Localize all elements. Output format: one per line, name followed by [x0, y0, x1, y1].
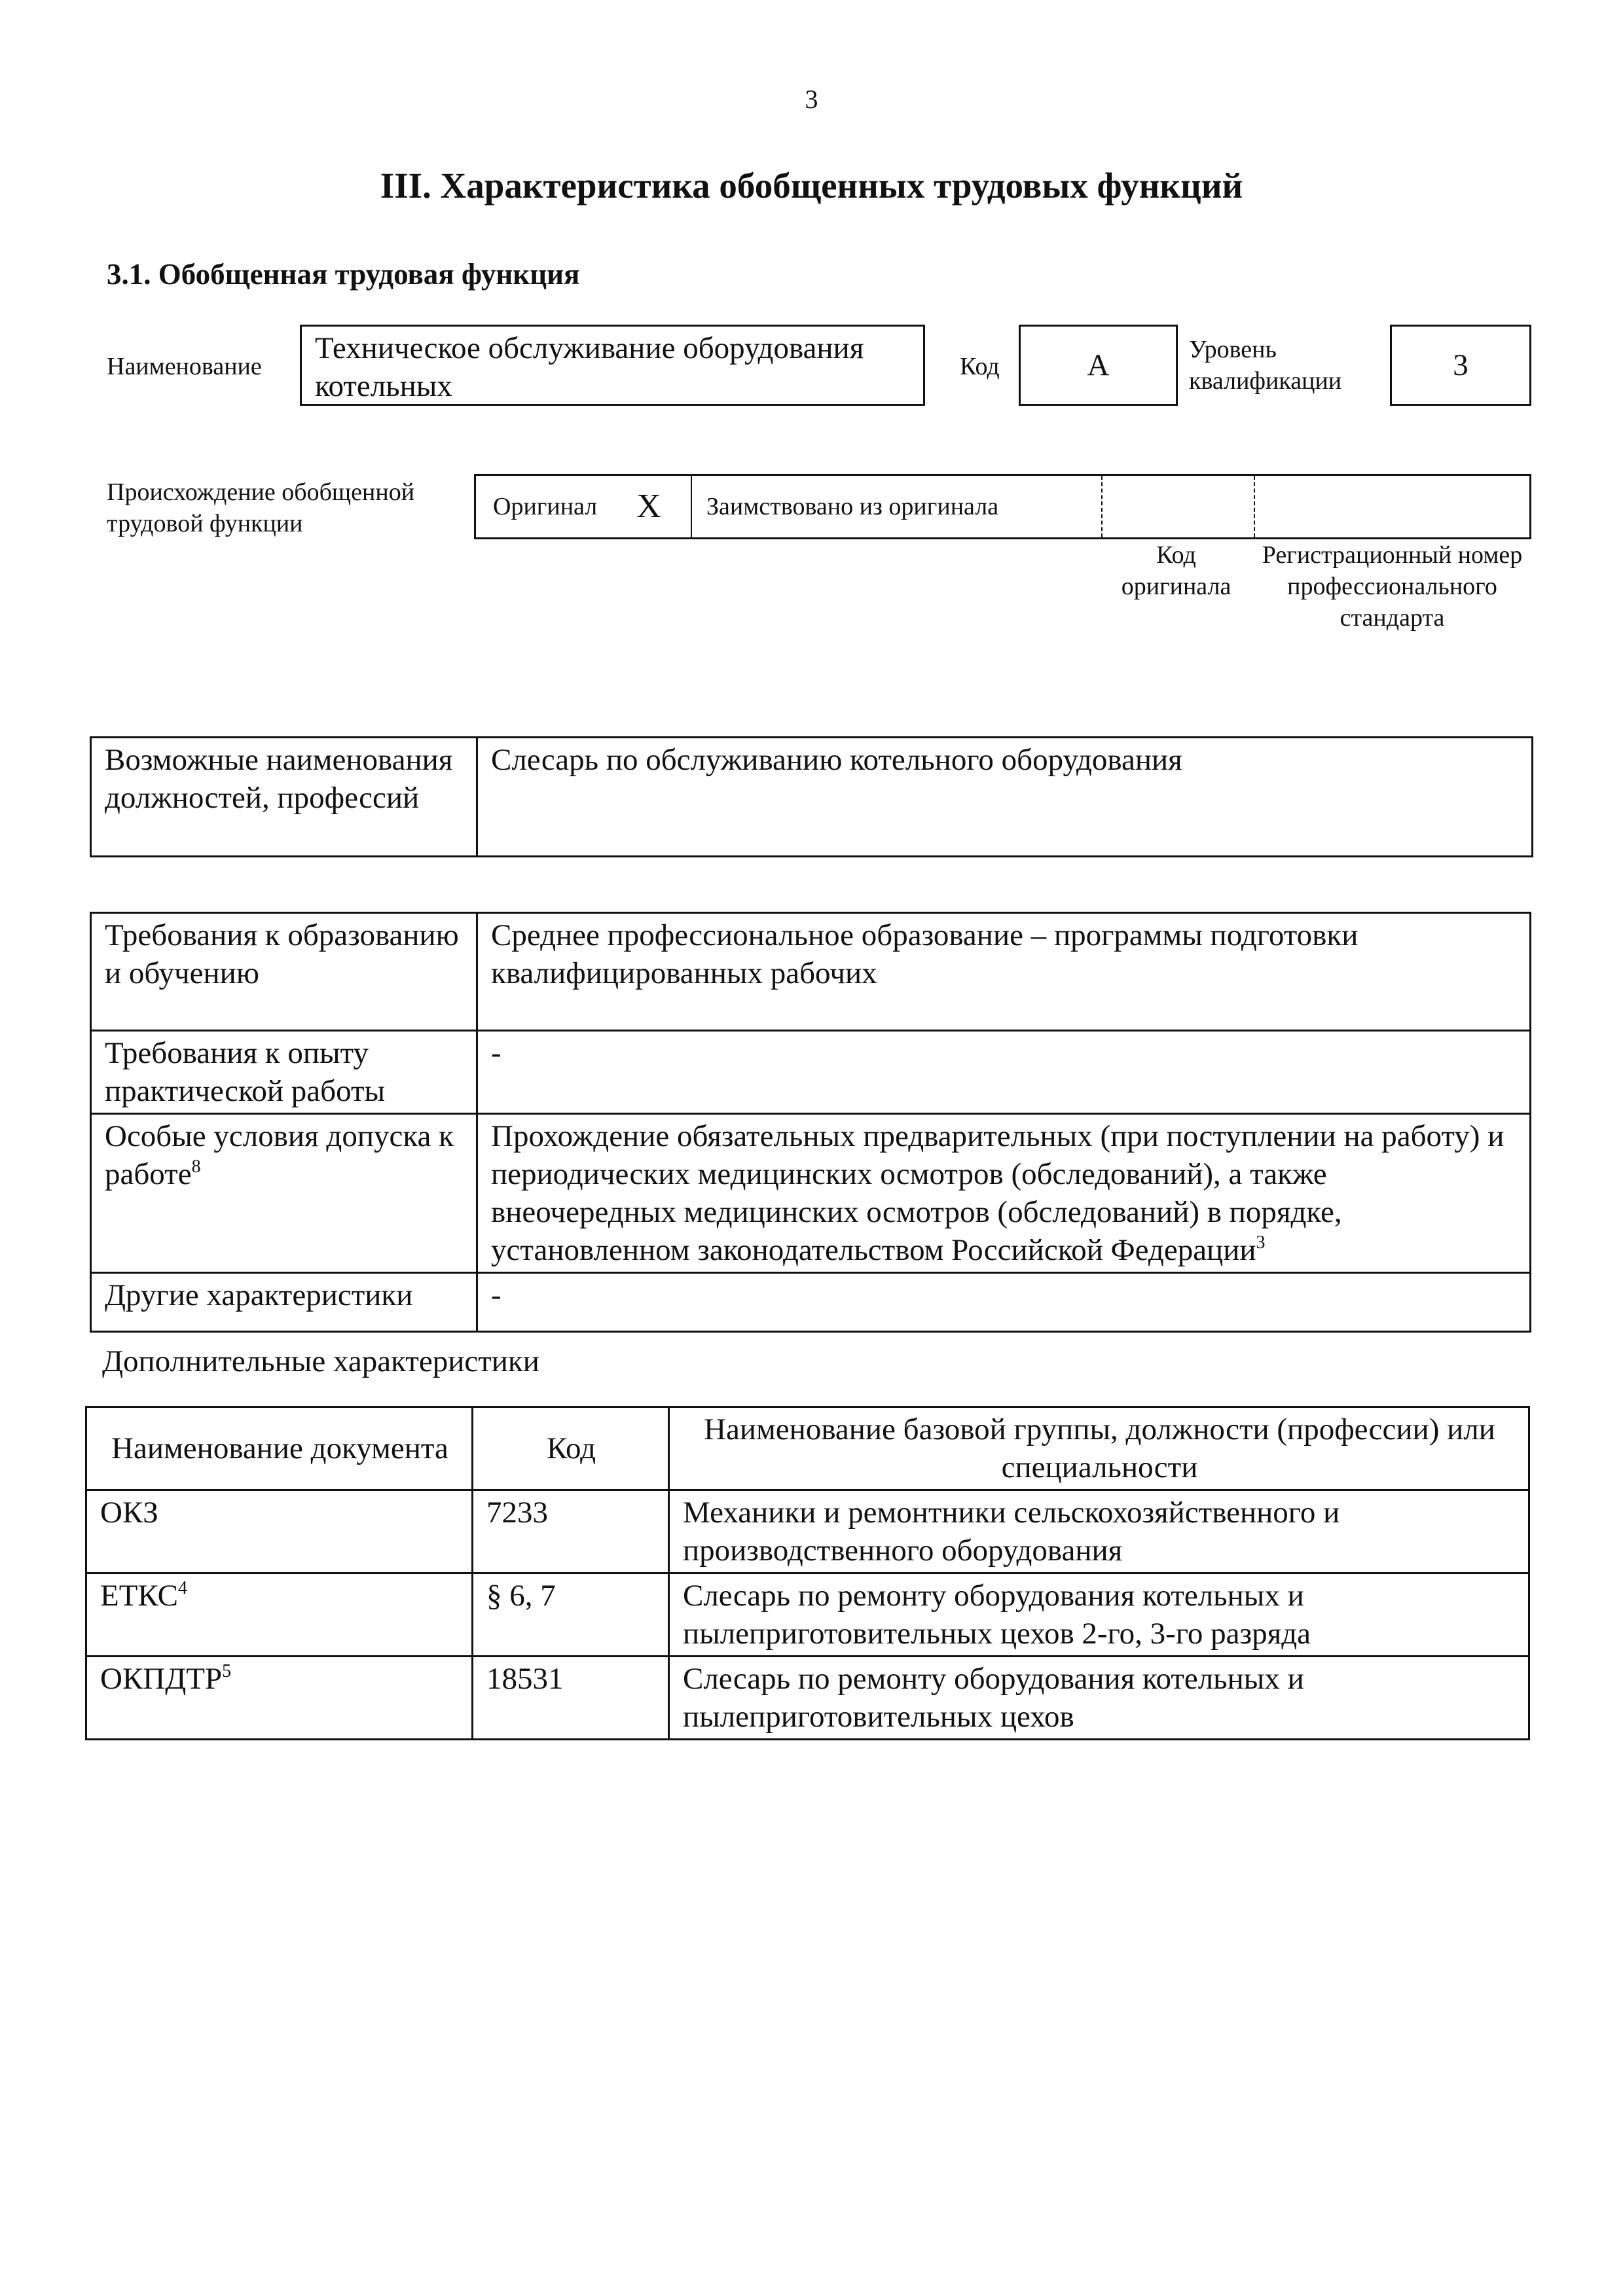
- origin-original-mark: X: [636, 488, 661, 525]
- qualification-level-box: [1390, 325, 1531, 406]
- qualification-level-value: 3: [1453, 348, 1468, 382]
- extra-code: 18531: [473, 1657, 669, 1740]
- requirement-row: [91, 913, 1531, 1031]
- extra-table: [85, 1406, 1530, 1740]
- requirement-value: -: [477, 1273, 1531, 1332]
- extra-header-row: [86, 1407, 1529, 1490]
- origin-code-cell: [1103, 476, 1255, 537]
- code-original-label: Код оригинала: [1121, 541, 1231, 600]
- header-doc: Наименование документа: [86, 1407, 473, 1490]
- extra-doc: ЕТКС$^4$: [86, 1573, 473, 1657]
- requirement-row: [91, 1273, 1531, 1332]
- extra-doc: ОКЗ: [86, 1490, 473, 1573]
- positions-table: [90, 736, 1533, 857]
- extra-name: Слесарь по ремонту оборудования котельных и пылеприготовительных цехов: [669, 1657, 1529, 1740]
- function-name-label: Наименование: [107, 353, 262, 380]
- requirement-value: Среднее профессиональное образование – программы подготовки квалифицированных рабочих: [477, 913, 1531, 1031]
- function-name-value: Техническое обслуживание оборудования котельных: [315, 331, 864, 403]
- header-code: Код: [473, 1407, 669, 1490]
- requirements-table: [90, 912, 1531, 1333]
- origin-borrowed-cell: [692, 476, 1103, 537]
- requirement-label: Требования к опыту практической работы: [91, 1031, 477, 1114]
- origin-table: [474, 474, 1531, 539]
- function-code-label: Код: [960, 353, 1000, 380]
- origin-original-label: Оригинал: [493, 493, 598, 520]
- requirement-row: [91, 1031, 1531, 1114]
- requirement-label: Особые условия допуска к работе$^8$: [91, 1114, 477, 1273]
- reg-number-label: Регистрационный номер профессионального стандарта: [1262, 541, 1523, 632]
- extra-name: Слесарь по ремонту оборудования котельных и пылеприготовительных цехов 2-го, 3-го разряда: [669, 1573, 1529, 1657]
- origin-original-cell: [476, 476, 692, 537]
- extra-row: [86, 1573, 1529, 1657]
- qualification-level-label: Уровень квалификации: [1189, 336, 1342, 395]
- origin-borrowed-label: Заимствовано из оригинала: [706, 493, 999, 520]
- requirement-row: [91, 1114, 1531, 1273]
- extra-caption: Дополнительные характеристики: [102, 1344, 539, 1378]
- function-name-box: [300, 325, 925, 406]
- page-number: 3: [805, 84, 818, 114]
- extra-code: § 6, 7: [473, 1573, 669, 1657]
- footnote-ref: 3: [1256, 1232, 1266, 1253]
- requirement-label: Требования к образованию и обучению: [91, 913, 477, 1031]
- requirement-value: Прохождение обязательных предварительных (при поступлении на работу) и периодических медицинских осмотров (обследований), а также внеочередных медицинских осмотров (обследований) в порядке, установленном законодательством Российской Федерации$^3$: [477, 1114, 1531, 1273]
- header-name: Наименование базовой группы, должности (профессии) или специальности: [669, 1407, 1529, 1490]
- extra-doc: ОКПДТР$^5$: [86, 1657, 473, 1740]
- positions-row: [91, 738, 1533, 857]
- requirement-label: Другие характеристики: [91, 1273, 477, 1332]
- extra-code: 7233: [473, 1490, 669, 1573]
- origin-reg-cell: [1255, 476, 1533, 537]
- requirement-value: -: [477, 1031, 1531, 1114]
- section-title: III. Характеристика обобщенных трудовых функций: [380, 166, 1243, 206]
- footnote-ref: 8: [191, 1157, 201, 1177]
- extra-row: [86, 1657, 1529, 1740]
- function-code-box: [1019, 325, 1178, 406]
- function-code-value: А: [1087, 348, 1110, 382]
- extra-row: [86, 1490, 1529, 1573]
- origin-label: Происхождение обобщенной трудовой функции: [107, 478, 415, 537]
- positions-value: Слесарь по обслуживанию котельного оборудования: [477, 738, 1533, 857]
- footnote-ref: 5: [222, 1661, 232, 1681]
- subsection-title: 3.1. Обобщенная трудовая функция: [107, 258, 580, 291]
- footnote-ref: 4: [177, 1578, 187, 1598]
- extra-name: Механики и ремонтники сельскохозяйственного и производственного оборудования: [669, 1490, 1529, 1573]
- positions-label: Возможные наименования должностей, профессий: [91, 738, 477, 857]
